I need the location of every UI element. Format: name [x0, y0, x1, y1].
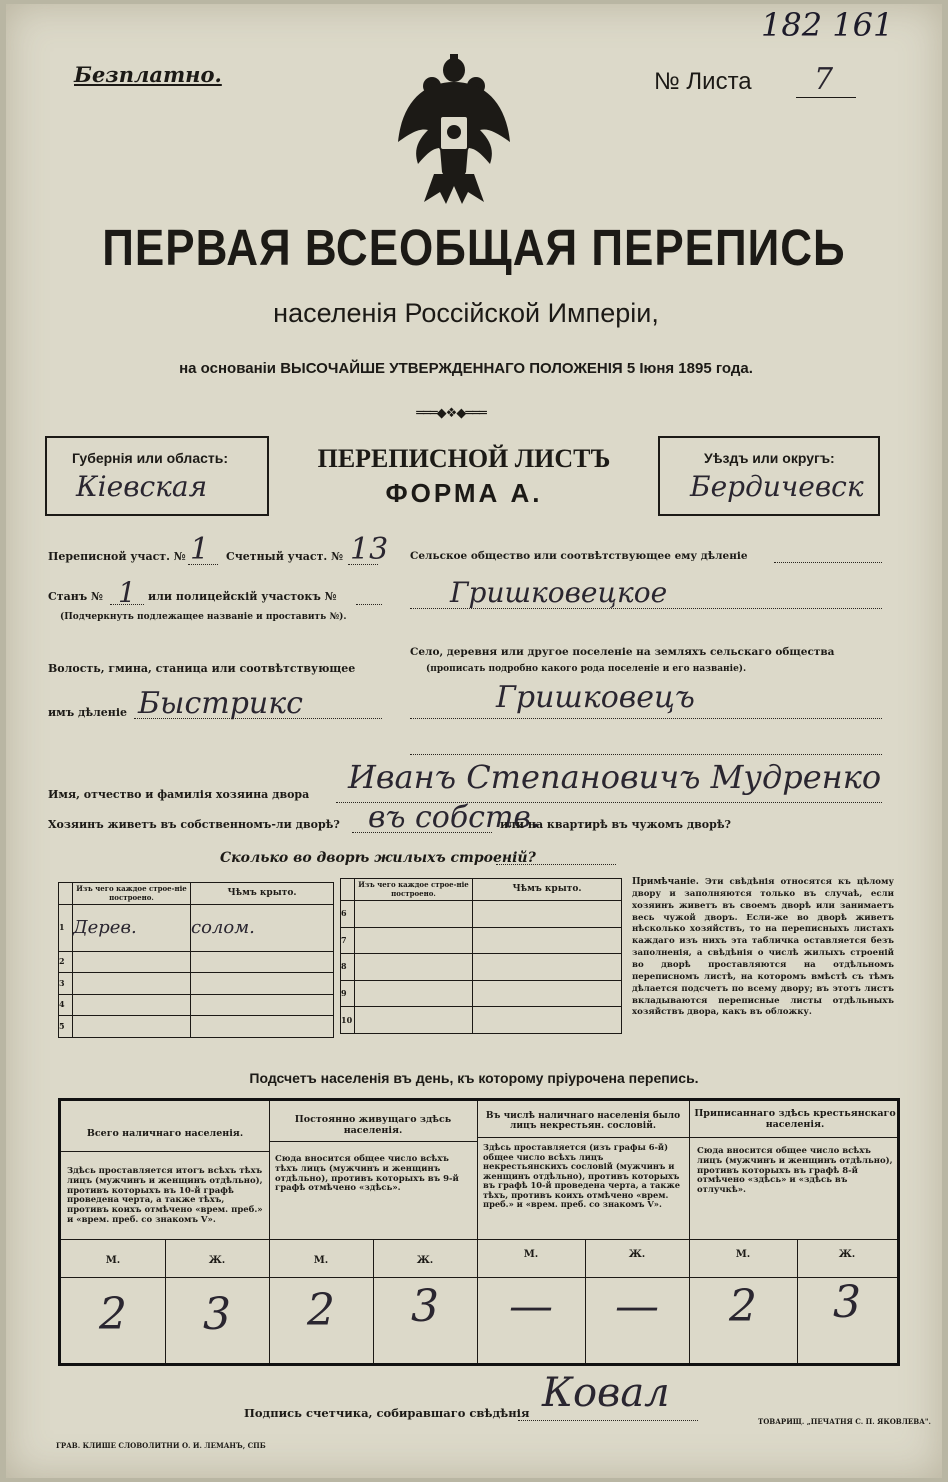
subtitle: населенія Россійской Имперіи,: [273, 298, 659, 328]
header-rule: [689, 1137, 897, 1138]
registered-male-value: 2: [729, 1281, 757, 1332]
village-label: Село, деревня или другое поселеніе на земляхъ сельскаго общества: [410, 646, 835, 658]
census-district-line: [188, 564, 218, 565]
row-number: 5: [59, 1016, 73, 1038]
row-number: 1: [59, 905, 73, 952]
free-label: Безплатно.: [74, 62, 222, 87]
form-label: ФОРМА А.: [385, 478, 543, 508]
gubernia-value: Кіевская: [76, 470, 208, 503]
basis-line: на основаніи ВЫСОЧАЙШЕ УТВЕРЖДЕННАГО ПОЛОЖЕНІЯ 5 Іюня 1895 года.: [179, 360, 753, 377]
roof-cell: [191, 973, 334, 995]
census-district-label: Переписной участ. №: [48, 550, 186, 563]
count-district-line: [348, 564, 378, 565]
row-number: 9: [341, 980, 355, 1007]
society-line-1: [774, 562, 882, 563]
sheet-number-value: 7: [814, 62, 834, 97]
row-number: 7: [341, 927, 355, 954]
row-number: 10: [341, 1007, 355, 1034]
total-male-value: 2: [99, 1289, 127, 1340]
stan-label: Станъ №: [48, 590, 103, 603]
note-text: Эти свѣдѣнія относятся къ цѣлому двору и заполняются только въ случаѣ, если хозяинъ живетъ въ своемъ дворѣ или занимаетъ весь чужой дворъ. Если-же во дворѣ живетъ нѣсколько хозяйствъ, то на переписныхъ листахъ каждаго изъ нихъ эта табличка оставляется безъ заполненія, а свѣдѣнія о числѣ жилыхъ строеній во дворѣ проставляются на отдѣльномъ переписномъ листѣ, на которомъ вмѣстѣ съ тѣмъ дѣлается подсчетъ по всему двору; въ этотъ листъ вкладываются переписные листы отдѣльныхъ хозяйствъ двора, какъ въ обложку.: [632, 877, 894, 1018]
roof-cell: [191, 994, 334, 1016]
population-table: [58, 1098, 900, 1366]
police-note: (Подчеркнуть подлежащее названіе и проставить №).: [60, 612, 347, 622]
row-number: 3: [59, 973, 73, 995]
footer-right: ТОВАРИЩ. „ПЕЧАТНЯ С. П. ЯКОВЛЕВА".: [758, 1417, 931, 1426]
footer-left: ГРАВ. КЛИШЕ СЛОВОЛИТНИ О. И. ЛЕМАНЪ, СПБ: [56, 1441, 266, 1450]
note-title: Примѣчаніе.: [632, 877, 699, 887]
pop-col-2-desc: Сюда вносится общее число всѣхъ тѣхъ лицъ (мужчинъ и женщинъ отдѣльно), противъ которыхъ въ 9-й графѣ отмѣчено «здѣсь».: [275, 1154, 459, 1194]
uezd-value: Бердичевск: [690, 470, 864, 503]
row-number: 8: [341, 954, 355, 981]
nonpeasant-female-value: —: [615, 1281, 659, 1332]
col-material-header: Изъ чего каждое строе-ніе построено.: [355, 879, 473, 901]
pop-col-3-title: Въ числѣ наличнаго населенія было лицъ некрестьян. сословій.: [485, 1111, 681, 1132]
col-material-header: Изъ чего каждое строе-ніе построено.: [73, 883, 191, 905]
pop-col-3-desc: Здѣсь проставляется (изъ графы 6-й) общее число всѣхъ лицъ некрестьянскихъ сословій (мужчинъ и женщинъ отдѣльно), противъ которыхъ въ графѣ 10-й проведена черта, а также тѣхъ, противъ коихъ отмѣчено «врем. преб.» и «врем. преб. со знакомъ V».: [483, 1142, 680, 1210]
village-note: (прописать подробно какого рода поселеніе и его названіе).: [426, 664, 747, 674]
material-cell: [73, 1016, 191, 1038]
imperial-eagle-emblem: [394, 52, 514, 212]
count-district-value: 13: [350, 532, 389, 567]
volost-value: Быстрикс: [138, 686, 303, 721]
buildings-question: Сколько во дворѣ жилыхъ строеній?: [220, 850, 536, 866]
society-label: Сельское общество или соотвѣтствующее ему дѣленіе: [410, 550, 748, 562]
sheet-number-label: № Листа: [654, 68, 752, 95]
village-value: Гришковецъ: [496, 680, 695, 715]
roof-cell: [191, 1016, 334, 1038]
m-label: М.: [105, 1255, 121, 1266]
m-label: М.: [735, 1249, 751, 1260]
pop-col-1-title: Всего наличнаго населенія.: [86, 1128, 244, 1139]
owner-label: Имя, отчество и фамилія хозяина двора: [48, 788, 310, 801]
header-rule: [61, 1151, 269, 1152]
census-sheet: [6, 4, 942, 1478]
signature-line: [518, 1420, 698, 1421]
volost-label-2: имъ дѣленіе: [48, 706, 128, 719]
lives-label: Хозяинъ живетъ въ собственномъ-ли дворѣ?: [48, 818, 340, 831]
col-roof-header: Чѣмъ крыто.: [473, 879, 622, 901]
uezd-label: Уѣздъ или округъ:: [704, 450, 835, 466]
note-block: [632, 876, 894, 1019]
count-district-label: Счетный участ. №: [226, 550, 344, 563]
material-cell: [73, 951, 191, 973]
pop-col-1-desc: Здѣсь проставляется итогъ всѣхъ тѣхъ лицъ (мужчинъ и женщинъ отдѣльно), противъ которыхъ въ 10-й графѣ проведена черта, а также тѣхъ, противъ коихъ отмѣчено «врем. преб.» и «врем. преб. со знакомъ V».: [67, 1166, 263, 1225]
volost-label-1: Волость, гмина, станица или соотвѣтствующее: [48, 662, 356, 675]
lives-line: [352, 832, 492, 833]
owner-value: Иванъ Степановичъ Мудренко: [348, 758, 882, 796]
ornament-divider: ═══◆❖◆═══: [416, 406, 486, 421]
row-number: 6: [341, 901, 355, 928]
apartment-label: или на квартирѣ въ чужомъ дворѣ?: [500, 818, 731, 831]
header-rule: [269, 1141, 477, 1142]
volost-line: [134, 718, 382, 719]
signature-value: Ковал: [542, 1370, 670, 1416]
lives-value: въ собств.: [368, 800, 541, 835]
f-label: Ж.: [628, 1249, 646, 1260]
pop-col-4-desc: Сюда вносится общее число всѣхъ лицъ (мужчинъ и женщинъ отдѣльно), противъ которыхъ въ графѣ 8-й отмѣчено «здѣсь» и «здѣсь въ отлучкѣ».: [697, 1146, 893, 1196]
police-line: [356, 604, 382, 605]
f-label: Ж.: [416, 1255, 434, 1266]
pop-col-2-title: Постоянно живущаго здѣсь населенія.: [294, 1114, 452, 1136]
nonpeasant-male-value: —: [509, 1281, 553, 1332]
mf-bottom-rule: [61, 1277, 897, 1278]
registered-female-value: 3: [833, 1277, 861, 1328]
corner-archive-number: 182 161: [761, 6, 894, 44]
signature-label: Подпись счетчика, собиравшаго свѣдѣнія: [244, 1406, 530, 1420]
f-label: Ж.: [208, 1255, 226, 1266]
village-line-1: [410, 718, 882, 719]
society-value: Гришковецкое: [450, 576, 668, 609]
roof-cell: [191, 951, 334, 973]
sheet-title: ПЕРЕПИСНОЙ ЛИСТЪ: [317, 444, 611, 473]
col-roof-header: Чѣмъ крыто.: [191, 883, 334, 905]
resident-male-value: 2: [307, 1285, 335, 1336]
total-female-value: 3: [203, 1289, 231, 1340]
sheet-number-line: [796, 97, 856, 98]
m-label: М.: [313, 1255, 329, 1266]
stan-line: [110, 604, 144, 605]
buildings-table-right: [340, 878, 622, 1034]
material-cell: [73, 973, 191, 995]
mf-top-rule: [61, 1239, 897, 1240]
population-heading: Подсчетъ населенія въ день, къ которому пріурочена перепись.: [249, 1070, 699, 1086]
m-label: М.: [523, 1249, 539, 1260]
police-label: или полицейскій участокъ №: [148, 590, 337, 603]
material-cell: Дерев.: [73, 905, 191, 952]
header-rule: [477, 1137, 689, 1138]
buildings-table-left: [58, 882, 334, 1038]
roof-cell: солом.: [191, 905, 334, 952]
census-district-value: 1: [190, 532, 210, 567]
material-cell: [73, 994, 191, 1016]
pop-col-4-title: Приписаннаго здѣсь крестьянскаго населенія.: [694, 1108, 896, 1130]
row-number: 2: [59, 951, 73, 973]
main-title: ПЕРВАЯ ВСЕОБЩАЯ ПЕРЕПИСЬ: [102, 220, 846, 277]
f-label: Ж.: [838, 1249, 856, 1260]
row-number: 4: [59, 994, 73, 1016]
buildings-line: [496, 864, 616, 865]
society-line-2: [410, 608, 882, 609]
village-line-2: [410, 754, 882, 755]
gubernia-label: Губернія или область:: [72, 450, 229, 466]
resident-female-value: 3: [411, 1281, 439, 1332]
stan-value: 1: [118, 576, 136, 609]
